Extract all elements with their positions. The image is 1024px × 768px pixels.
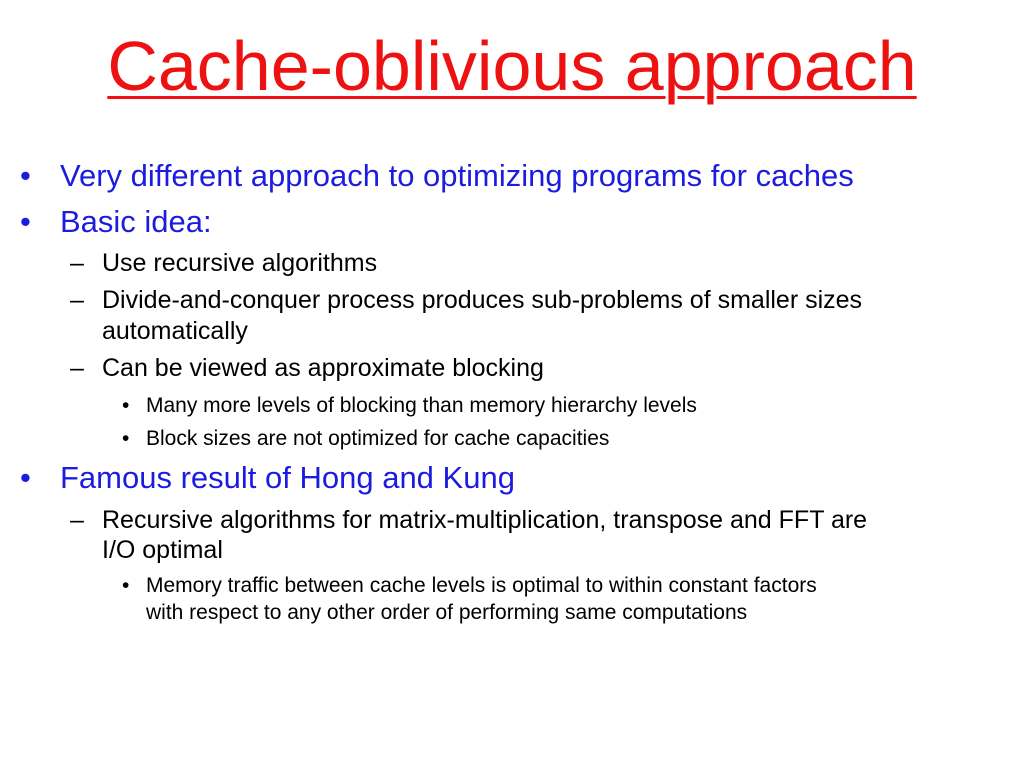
bullet-item-l2 xyxy=(0,285,862,316)
bullet-item-continuation xyxy=(0,535,223,566)
bullet-text: Famous result of Hong and Kung xyxy=(60,460,515,495)
bullet-dot-icon: • xyxy=(20,460,31,495)
bullet-dot-icon: • xyxy=(20,158,31,193)
bullet-item-l3 xyxy=(0,425,609,452)
dash-icon: – xyxy=(70,286,84,314)
slide-title: Cache-oblivious approach xyxy=(107,27,917,105)
bullet-text: I/O optimal xyxy=(102,536,223,564)
bullet-text: Can be viewed as approximate blocking xyxy=(102,354,544,382)
dash-icon: – xyxy=(70,354,84,382)
dash-icon: – xyxy=(70,506,84,534)
bullet-item-l3 xyxy=(0,392,697,419)
bullet-text: Use recursive algorithms xyxy=(102,249,378,277)
bullet-item-l1 xyxy=(0,460,515,496)
bullet-dot-icon: • xyxy=(122,394,130,417)
bullet-text: Divide-and-conquer process produces sub-problems of smaller sizes xyxy=(102,286,863,314)
bullet-text: Recursive algorithms for matrix-multiplication, transpose and FFT are xyxy=(102,506,868,534)
bullet-text: automatically xyxy=(102,317,248,345)
bullet-item-l2 xyxy=(0,248,377,279)
bullet-item-l1 xyxy=(0,204,212,240)
bullet-item-l1 xyxy=(0,158,854,194)
bullet-item-l3 xyxy=(0,572,817,599)
bullet-item-continuation xyxy=(0,599,747,626)
bullet-item-l2 xyxy=(0,353,544,384)
dash-icon: – xyxy=(70,249,84,277)
bullet-text: Very different approach to optimizing programs for caches xyxy=(60,158,854,193)
bullet-text: Memory traffic between cache levels is optimal to within constant factors xyxy=(146,574,817,597)
bullet-text: Many more levels of blocking than memory hierarchy levels xyxy=(146,394,697,417)
bullet-dot-icon: • xyxy=(122,427,130,450)
bullet-dot-icon: • xyxy=(122,574,130,597)
bullet-item-l2 xyxy=(0,505,867,536)
bullet-dot-icon: • xyxy=(20,204,31,239)
bullet-item-continuation xyxy=(0,316,248,347)
bullet-text: Basic idea: xyxy=(60,204,212,239)
bullet-text: with respect to any other order of performing same computations xyxy=(146,601,748,624)
bullet-text: Block sizes are not optimized for cache capacities xyxy=(146,427,610,450)
